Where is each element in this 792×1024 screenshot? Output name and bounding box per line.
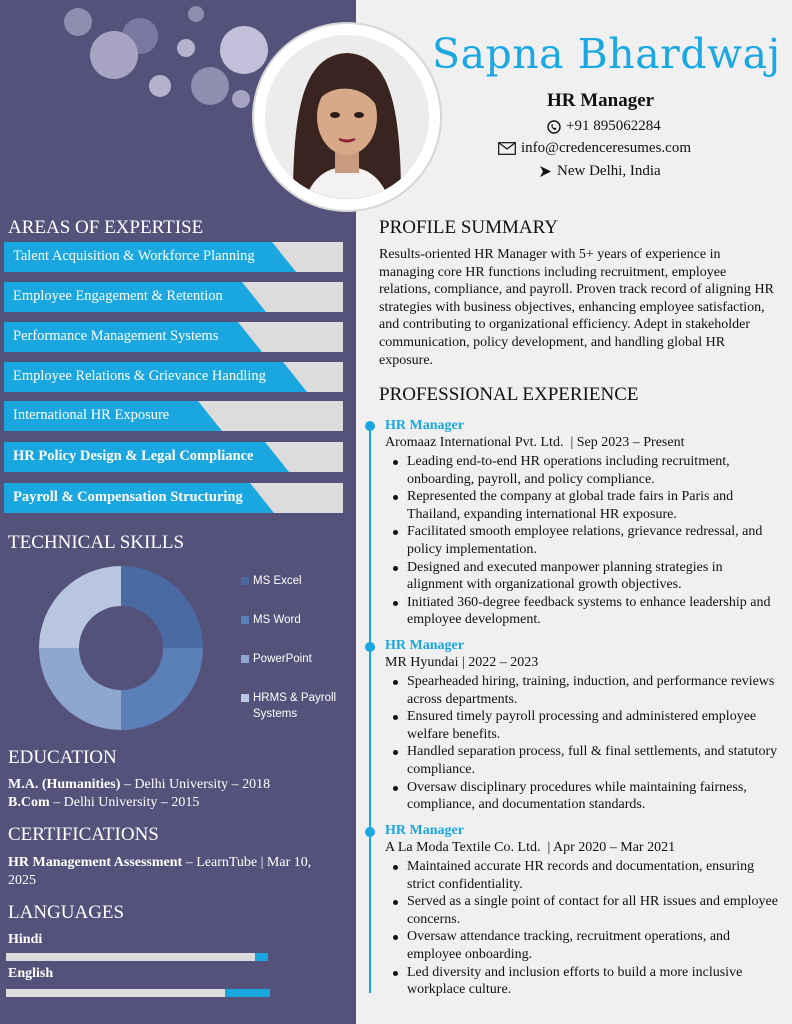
phone-contact (547, 118, 661, 135)
job-company-dates: Aromaaz International Pvt. Ltd. | Sep 2023 – Present (385, 435, 685, 450)
responsibility-item: Leading end-to-end HR operations including recruitment, onboarding, payroll, and policy compliance. (407, 453, 779, 488)
certifications-heading: CERTIFICATIONS (8, 824, 159, 845)
expertise-heading: AREAS OF EXPERTISE (8, 217, 204, 238)
job-company-dates: MR Hyundai | 2022 – 2023 (385, 655, 539, 670)
responsibility-item: Oversaw disciplinary procedures while maintaining fairness, compliance, and documentation standards. (407, 779, 779, 814)
degree: B.Com (8, 795, 50, 810)
certification-entry (8, 854, 338, 890)
skills-heading: TECHNICAL SKILLS (8, 532, 185, 553)
arrow-icon (539, 165, 552, 178)
expertise-item (4, 483, 343, 513)
profile-photo (265, 35, 429, 199)
legend-label: HRMS & Payroll Systems (253, 692, 337, 720)
responsibility-item: Designed and executed manpower planning strategies in alignment with organizational growth objectives. (407, 559, 779, 594)
responsibility-item: Served as a single point of contact for all HR issues and employee concerns. (407, 894, 778, 927)
responsibility-item: Led diversity and inclusion efforts to build a more inclusive workplace culture. (407, 964, 779, 999)
experience-heading: PROFESSIONAL EXPERIENCE (379, 384, 639, 405)
proficiency-fill (255, 953, 268, 961)
expertise-item (4, 442, 343, 472)
job-title: HR Manager (547, 90, 655, 111)
legend-label: PowerPoint (253, 653, 312, 665)
legend-swatch (241, 694, 249, 702)
job-responsibilities (407, 673, 779, 814)
language-name: English (8, 966, 54, 981)
phone-icon (547, 120, 561, 134)
degree: M.A. (Humanities) (8, 777, 121, 792)
profile-summary-text: Results-oriented HR Manager with 5+ years of experience in managing core HR functions including recruitment, employee relations, compliance, and payroll. Proven track record of aligning HR strategies with business objectives, enhancing employee satisfaction, and contributing to organizational efficiency. Adept in stakeholder communication, policy development, and handling global HR exposure. (379, 247, 774, 368)
donut-slice-ms-word (121, 648, 203, 730)
education-detail: – Delhi University – 2015 (49, 795, 200, 810)
job-role: HR Manager (385, 823, 464, 838)
legend-item (241, 612, 353, 628)
legend-item (241, 573, 353, 589)
language-proficiency-bar (6, 953, 268, 961)
timeline-dot (365, 827, 375, 837)
profile-summary-heading: PROFILE SUMMARY (379, 217, 558, 238)
expertise-item (4, 401, 343, 431)
expertise-label: Talent Acquisition & Workforce Planning (13, 248, 255, 264)
location-text: New Delhi, India (557, 163, 661, 179)
legend-swatch (241, 616, 249, 624)
job-responsibilities (407, 858, 779, 999)
legend-label: MS Word (253, 614, 301, 626)
education-detail: – Delhi University – 2018 (120, 777, 271, 792)
legend-item (241, 690, 353, 722)
expertise-label: HR Policy Design & Legal Compliance (13, 448, 254, 464)
email-address: info@credenceresumes.com (521, 140, 691, 156)
legend-item (241, 651, 353, 667)
donut-slice-powerpoint (39, 648, 121, 730)
legend-swatch (241, 577, 249, 585)
email-contact (498, 140, 691, 157)
language-name: Hindi (8, 932, 43, 947)
language-proficiency-bar (6, 989, 270, 997)
timeline-line (369, 425, 371, 993)
location-contact (539, 163, 661, 180)
timeline-dot (365, 642, 375, 652)
expertise-label: Employee Relations & Grievance Handling (13, 368, 266, 384)
expertise-item (4, 362, 343, 392)
education-entry (8, 777, 270, 793)
responsibility-item: Facilitated smooth employee relations, grievance redressal, and policy implementation. (407, 523, 779, 558)
responsibility-item: Represented the company at global trade fairs in Paris and Thailand, expanding international HR exposure. (407, 488, 779, 523)
education-entry (8, 795, 199, 811)
responsibility-item: Spearheaded hiring, training, induction, and performance reviews across departments. (407, 673, 779, 708)
donut-slice-hrms-payroll-systems (39, 566, 121, 648)
envelope-icon (498, 142, 516, 155)
candidate-name: Sapna Bhardwaj (432, 30, 781, 78)
phone-number: +91 895062284 (566, 118, 661, 134)
expertise-label: Payroll & Compensation Structuring (13, 489, 243, 505)
languages-heading: LANGUAGES (8, 902, 125, 923)
job-role: HR Manager (385, 638, 464, 653)
job-responsibilities (407, 453, 779, 629)
donut-slice-ms-excel (121, 566, 203, 648)
skills-donut-chart (38, 565, 204, 731)
responsibility-item: Ensured timely payroll processing and administered employee welfare benefits. (407, 708, 779, 743)
job-role: HR Manager (385, 418, 464, 433)
responsibility-item: Oversaw attendance tracking, recruitment operations, and employee onboarding. (407, 928, 779, 963)
legend-swatch (241, 655, 249, 663)
responsibility-item: Initiated 360-degree feedback systems to enhance leadership and employee development. (407, 594, 779, 629)
expertise-label: Employee Engagement & Retention (13, 288, 223, 304)
expertise-label: International HR Exposure (13, 407, 170, 423)
timeline-dot (365, 421, 375, 431)
certification-detail: – LearnTube | Mar 10, 2025 (8, 855, 312, 888)
expertise-label: Performance Management Systems (13, 328, 219, 344)
expertise-item (4, 282, 343, 312)
expertise-item (4, 322, 343, 352)
responsibility-item: Maintained accurate HR records and documentation, ensuring strict confidentiality. (407, 858, 779, 893)
certification-name: HR Management Assessment (8, 855, 183, 870)
education-heading: EDUCATION (8, 747, 117, 768)
expertise-item (4, 242, 343, 272)
responsibility-item: Handled separation process, full & final settlements, and statutory compliance. (407, 744, 778, 777)
job-company-dates: A La Moda Textile Co. Ltd. | Apr 2020 – Mar 2021 (385, 840, 676, 855)
proficiency-fill (225, 989, 270, 997)
legend-label: MS Excel (253, 575, 302, 587)
